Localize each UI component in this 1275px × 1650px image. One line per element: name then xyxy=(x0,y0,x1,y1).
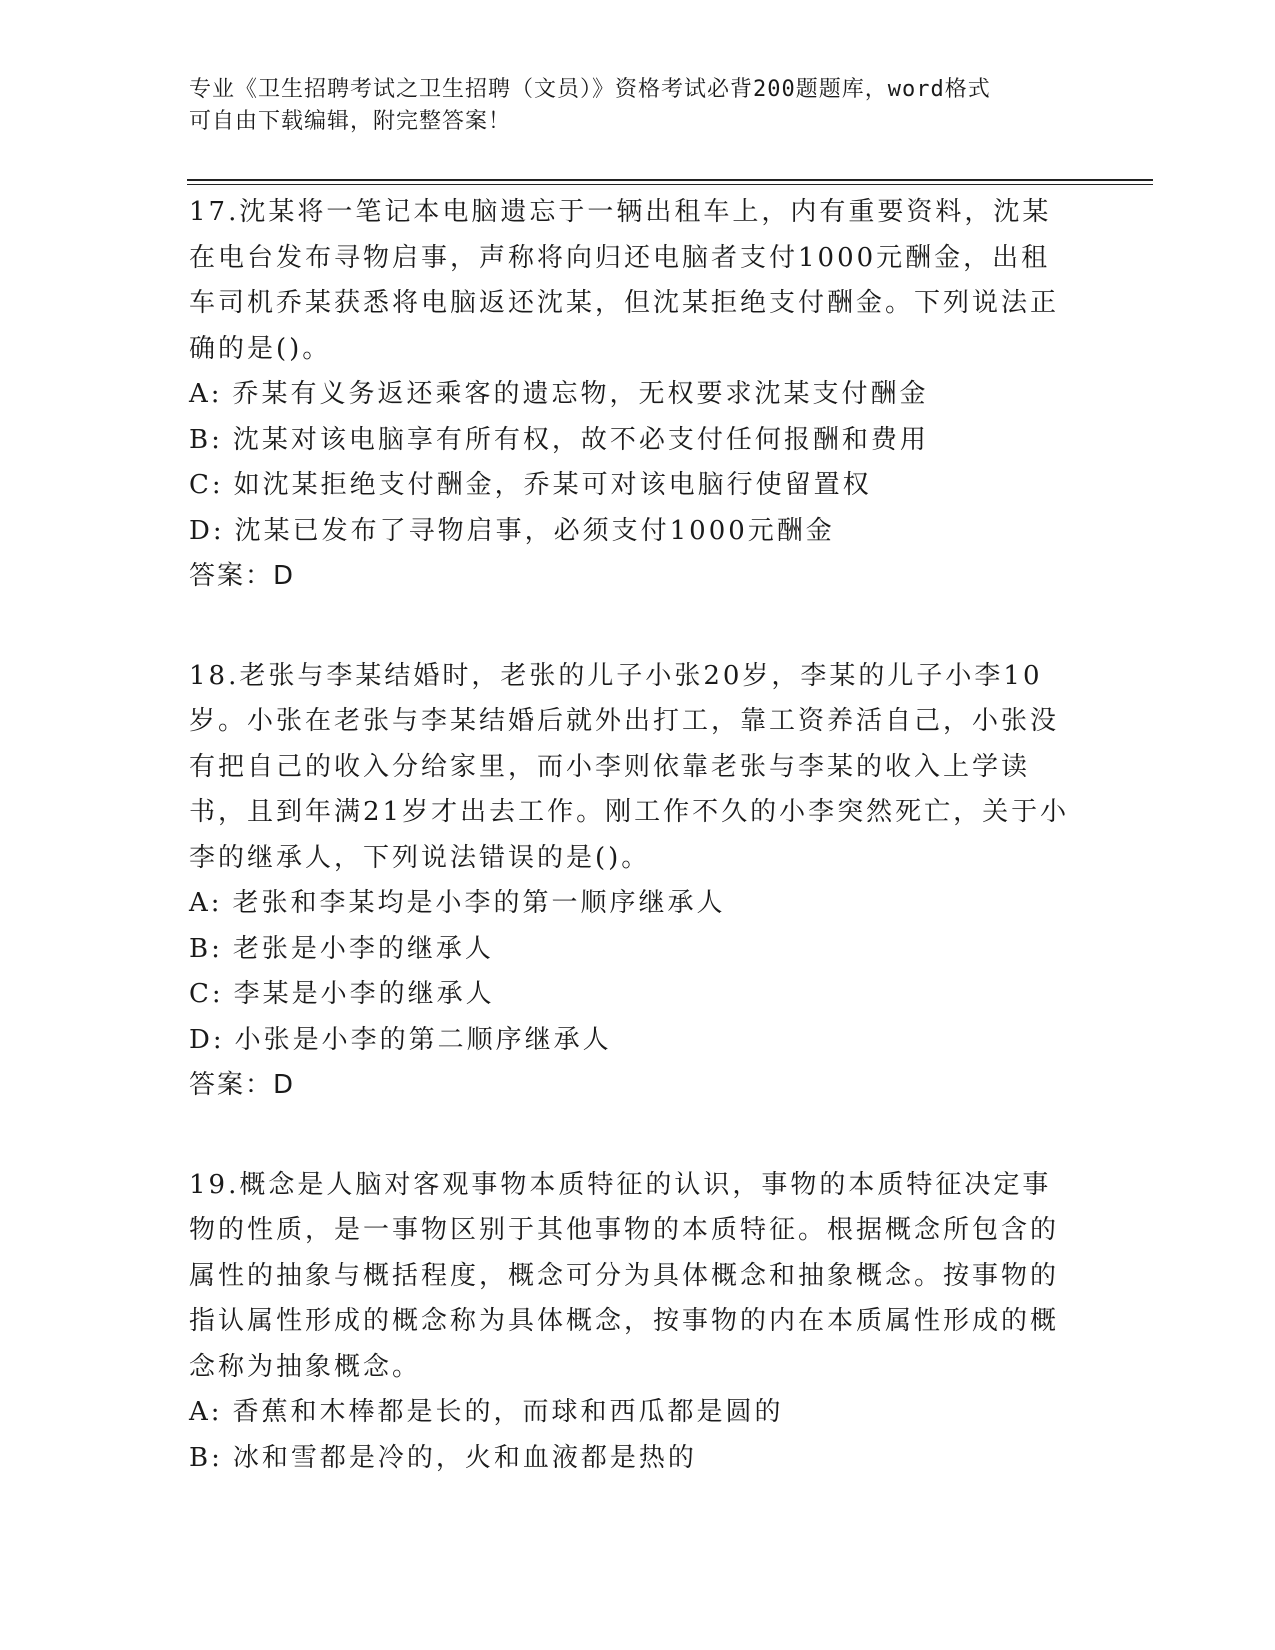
question-18 xyxy=(189,654,1079,1109)
option-text: 如沈某拒绝支付酬金，乔某可对该电脑行使留置权 xyxy=(233,470,872,500)
header-rule-thick xyxy=(187,179,1153,181)
question-17 xyxy=(189,190,1079,600)
option-letter: D: xyxy=(189,1024,225,1055)
document-header xyxy=(189,74,1069,138)
option-letter: C: xyxy=(189,979,224,1009)
question-19 xyxy=(189,1163,1079,1482)
option-text: 香蕉和木棒都是长的，而球和西瓜都是圆的 xyxy=(232,1397,784,1427)
option-text: 小张是小李的第二顺序继承人 xyxy=(234,1024,612,1055)
answer-line: 答案：D xyxy=(189,1070,296,1100)
option-text: 老张是小李的继承人 xyxy=(232,933,494,964)
option-text: 李某是小李的继承人 xyxy=(233,979,495,1009)
question-text: 18.老张与李某结婚时，老张的儿子小张20岁，李某的儿子小李10岁。小张在老张与李某结婚后就外出打工，靠工资养活自己，小张没有把自己的收入分给家里，而小李则依靠老张与李某的收入上学读书，且到年满21岁才出去工作。刚工作不久的小李突然死亡，关于小李的继承人，下列说法错误的是()。 xyxy=(189,660,1070,873)
option-letter: A: xyxy=(189,1397,223,1427)
option-d xyxy=(189,1018,1079,1064)
option-letter: C: xyxy=(189,470,224,500)
option-a xyxy=(189,372,1079,418)
option-text: 沈某对该电脑享有所有权，故不必支付任何报酬和费用 xyxy=(232,424,929,455)
option-b xyxy=(189,1436,1079,1482)
option-b xyxy=(189,418,1079,464)
option-text: 乔某有义务返还乘客的遗忘物，无权要求沈某支付酬金 xyxy=(232,379,929,409)
option-letter: D: xyxy=(189,515,225,546)
question-text: 17.沈某将一笔记本电脑遗忘于一辆出租车上，内有重要资料，沈某在电台发布寻物启事，声称将向归还电脑者支付1000元酬金，出租车司机乔某获悉将电脑返还沈某，但沈某拒绝支付酬金。下列说法正确的是()。 xyxy=(189,197,1060,364)
option-c xyxy=(189,463,1079,509)
option-c xyxy=(189,972,1079,1018)
answer-line: 答案：D xyxy=(189,561,296,591)
option-text: 冰和雪都是冷的，火和血液都是热的 xyxy=(232,1442,697,1473)
header-line-2: 可自由下载编辑，附完整答案！ xyxy=(189,109,512,134)
option-text: 沈某已发布了寻物启事，必须支付1000元酬金 xyxy=(234,515,835,546)
question-text: 19.概念是人脑对客观事物本质特征的认识，事物的本质特征决定事物的性质，是一事物区别于其他事物的本质特征。根据概念所包含的属性的抽象与概括程度，概念可分为具体概念和抽象概念。按事物的指认属性形成的概念称为具体概念，按事物的内在本质属性形成的概念称为抽象概念。 xyxy=(189,1169,1060,1382)
header-line-1: 专业《卫生招聘考试之卫生招聘（文员）》资格考试必背200题题库，word格式 xyxy=(189,77,991,102)
option-b xyxy=(189,927,1079,973)
option-a xyxy=(189,1390,1079,1436)
question-list xyxy=(189,190,1079,1535)
option-letter: B: xyxy=(189,1442,223,1473)
option-a xyxy=(189,881,1079,927)
option-letter: B: xyxy=(189,424,223,455)
option-letter: A: xyxy=(189,888,223,918)
option-d xyxy=(189,509,1079,555)
option-text: 老张和李某均是小李的第一顺序继承人 xyxy=(232,888,726,918)
option-letter: B: xyxy=(189,933,223,964)
option-letter: A: xyxy=(189,379,223,409)
header-rule-thin xyxy=(187,184,1153,185)
